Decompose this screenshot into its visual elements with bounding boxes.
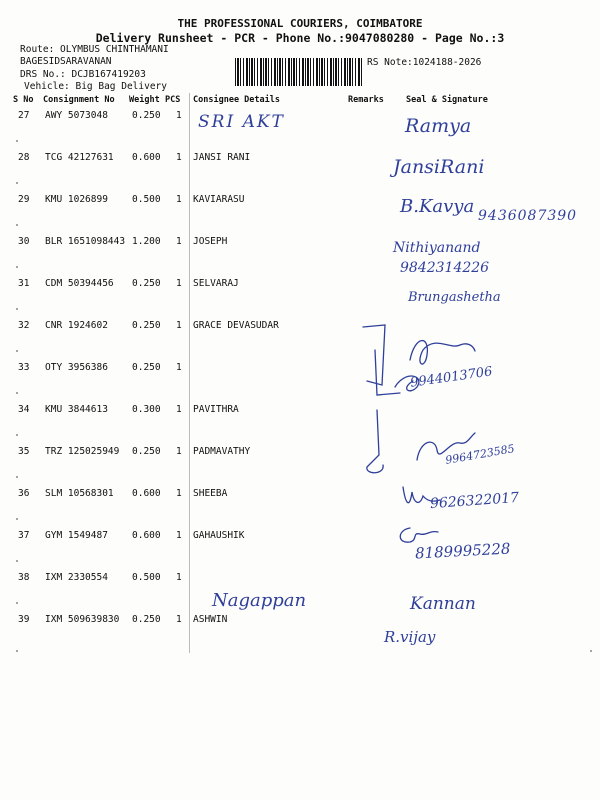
cell-consignment: SLM 10568301 <box>45 488 114 499</box>
col-header-remarks: Remarks <box>348 95 384 105</box>
signature-scribbles-32-35 <box>355 315 520 495</box>
row-separator-dot <box>16 560 18 562</box>
cell-consignment: BLR 1651098443 <box>45 236 126 247</box>
signature-35 <box>417 433 475 460</box>
cell-weight: 0.250 <box>132 110 161 121</box>
handwritten-phone-29: 9436087390 <box>478 208 578 224</box>
cell-consignee: SHEEBA <box>193 488 228 499</box>
staff-label: BAGESIDSARAVANAN <box>20 56 112 67</box>
row-separator-dot <box>16 182 18 184</box>
signature-38: Kannan <box>410 594 476 614</box>
bracket-stroke-33 <box>375 350 400 395</box>
consignee-divider <box>189 93 190 653</box>
cell-sno: 38 <box>18 572 30 583</box>
cell-consignment: KMU 1026899 <box>45 194 108 205</box>
vehicle-label: Vehicle: Big Bag Delivery <box>24 81 167 92</box>
signature-37 <box>392 522 452 552</box>
handwritten-name-38: Nagappan <box>212 590 307 611</box>
barcode <box>235 58 363 86</box>
runsheet-subtitle: Delivery Runsheet - PCR - Phone No.:9047080280 - Page No.:3 <box>95 31 505 45</box>
cell-sno: 35 <box>18 446 30 457</box>
rs-note: RS Note:1024188-2026 <box>367 57 482 68</box>
handwritten-phone-35: 9964723585 <box>444 442 516 467</box>
cell-sno: 36 <box>18 488 30 499</box>
cell-pcs: 1 <box>176 194 182 205</box>
cell-sno: 31 <box>18 278 30 289</box>
cell-consignment: KMU 3844613 <box>45 404 108 415</box>
signature-29: B.Kavya <box>400 196 475 217</box>
signature-36 <box>398 482 458 512</box>
cell-consignment: IXM 2330554 <box>45 572 108 583</box>
route-label: Route: OLYMBUS CHINTHAMANI <box>20 44 169 55</box>
handwritten-phone-36: 9626322017 <box>429 489 520 513</box>
cell-pcs: 1 <box>176 614 182 625</box>
cell-weight: 0.600 <box>132 152 161 163</box>
cell-consignee: PADMAVATHY <box>193 446 251 457</box>
row-separator-dot <box>16 308 18 310</box>
row-separator-dot <box>16 650 18 652</box>
cell-sno: 29 <box>18 194 30 205</box>
cell-weight: 0.250 <box>132 362 161 373</box>
cell-weight: 1.200 <box>132 236 161 247</box>
cell-consignee: GAHAUSHIK <box>193 530 245 541</box>
cell-sno: 32 <box>18 320 30 331</box>
cell-weight: 0.600 <box>132 488 161 499</box>
cell-weight: 0.250 <box>132 446 161 457</box>
row-separator-dot <box>16 518 18 520</box>
col-header-sno: S No <box>13 95 34 105</box>
cell-sno: 37 <box>18 530 30 541</box>
cell-consignee: SELVARAJ <box>193 278 239 289</box>
row-separator-dot <box>16 140 18 142</box>
cell-consignee: JOSEPH <box>193 236 228 247</box>
handwritten-phone-37: 8189995228 <box>414 539 511 563</box>
signature-32 <box>410 341 475 364</box>
cell-weight: 0.600 <box>132 530 161 541</box>
cell-consignment: CNR 1924602 <box>45 320 108 331</box>
cell-pcs: 1 <box>176 404 182 415</box>
cell-consignee: KAVIARASU <box>193 194 245 205</box>
handwritten-phone-30: 9842314226 <box>400 260 490 276</box>
cell-consignment: AWY 5073048 <box>45 110 108 121</box>
signature-27: Ramya <box>405 115 472 137</box>
row-separator-dot <box>16 350 18 352</box>
bracket-stroke-35 <box>367 410 383 473</box>
cell-consignment: IXM 509639830 <box>45 614 120 625</box>
cell-sno: 34 <box>18 404 30 415</box>
cell-consignee: ASHWIN <box>193 614 228 625</box>
cell-pcs: 1 <box>176 446 182 457</box>
cell-consignee: PAVITHRA <box>193 404 239 415</box>
cell-sno: 39 <box>18 614 30 625</box>
col-header-consignee: Consignee Details <box>193 95 280 105</box>
col-header-weight: Weight <box>129 95 160 105</box>
cell-weight: 0.250 <box>132 278 161 289</box>
cell-consignment: TRZ 125025949 <box>45 446 120 457</box>
row-separator-dot <box>16 434 18 436</box>
cell-consignment: TCG 42127631 <box>45 152 114 163</box>
col-header-pcs: PCS <box>165 95 181 105</box>
cell-pcs: 1 <box>176 278 182 289</box>
cell-pcs: 1 <box>176 488 182 499</box>
cell-weight: 0.300 <box>132 404 161 415</box>
cell-pcs: 1 <box>176 152 182 163</box>
row-separator-dot <box>16 224 18 226</box>
cell-weight: 0.250 <box>132 320 161 331</box>
cell-sno: 33 <box>18 362 30 373</box>
cell-consignee: GRACE DEVASUDAR <box>193 320 279 331</box>
bracket-stroke-32 <box>363 325 385 385</box>
handwritten-phone-33: 9944013706 <box>409 364 494 391</box>
handwritten-name-27: SRI AKT <box>198 112 285 132</box>
cell-sno: 28 <box>18 152 30 163</box>
cell-sno: 30 <box>18 236 30 247</box>
cell-consignment: GYM 1549487 <box>45 530 108 541</box>
drs-number: DRS No.: DCJB167419203 <box>20 69 146 80</box>
cell-pcs: 1 <box>176 530 182 541</box>
row-separator-dot <box>590 650 592 652</box>
col-header-consignment: Consignment No <box>43 95 115 105</box>
cell-pcs: 1 <box>176 572 182 583</box>
signature-31: Brungashetha <box>408 290 501 305</box>
cell-pcs: 1 <box>176 236 182 247</box>
row-separator-dot <box>16 476 18 478</box>
signature-28: JansiRani <box>393 156 485 178</box>
handwritten-name-30: Nithiyanand <box>393 240 481 256</box>
cell-sno: 27 <box>18 110 30 121</box>
cell-consignment: CDM 50394456 <box>45 278 114 289</box>
cell-consignee: JANSI RANI <box>193 152 251 163</box>
cell-pcs: 1 <box>176 110 182 121</box>
row-separator-dot <box>16 392 18 394</box>
cell-weight: 0.250 <box>132 614 161 625</box>
cell-pcs: 1 <box>176 362 182 373</box>
cell-weight: 0.500 <box>132 194 161 205</box>
signature-33-loop <box>395 376 419 391</box>
cell-pcs: 1 <box>176 320 182 331</box>
row-separator-dot <box>16 266 18 268</box>
col-header-seal: Seal & Signature <box>406 95 488 105</box>
signature-39: R.vijay <box>384 628 436 646</box>
cell-consignment: OTY 3956386 <box>45 362 108 373</box>
cell-weight: 0.500 <box>132 572 161 583</box>
row-separator-dot <box>16 602 18 604</box>
company-title: THE PROFESSIONAL COURIERS, COIMBATORE <box>177 17 423 30</box>
